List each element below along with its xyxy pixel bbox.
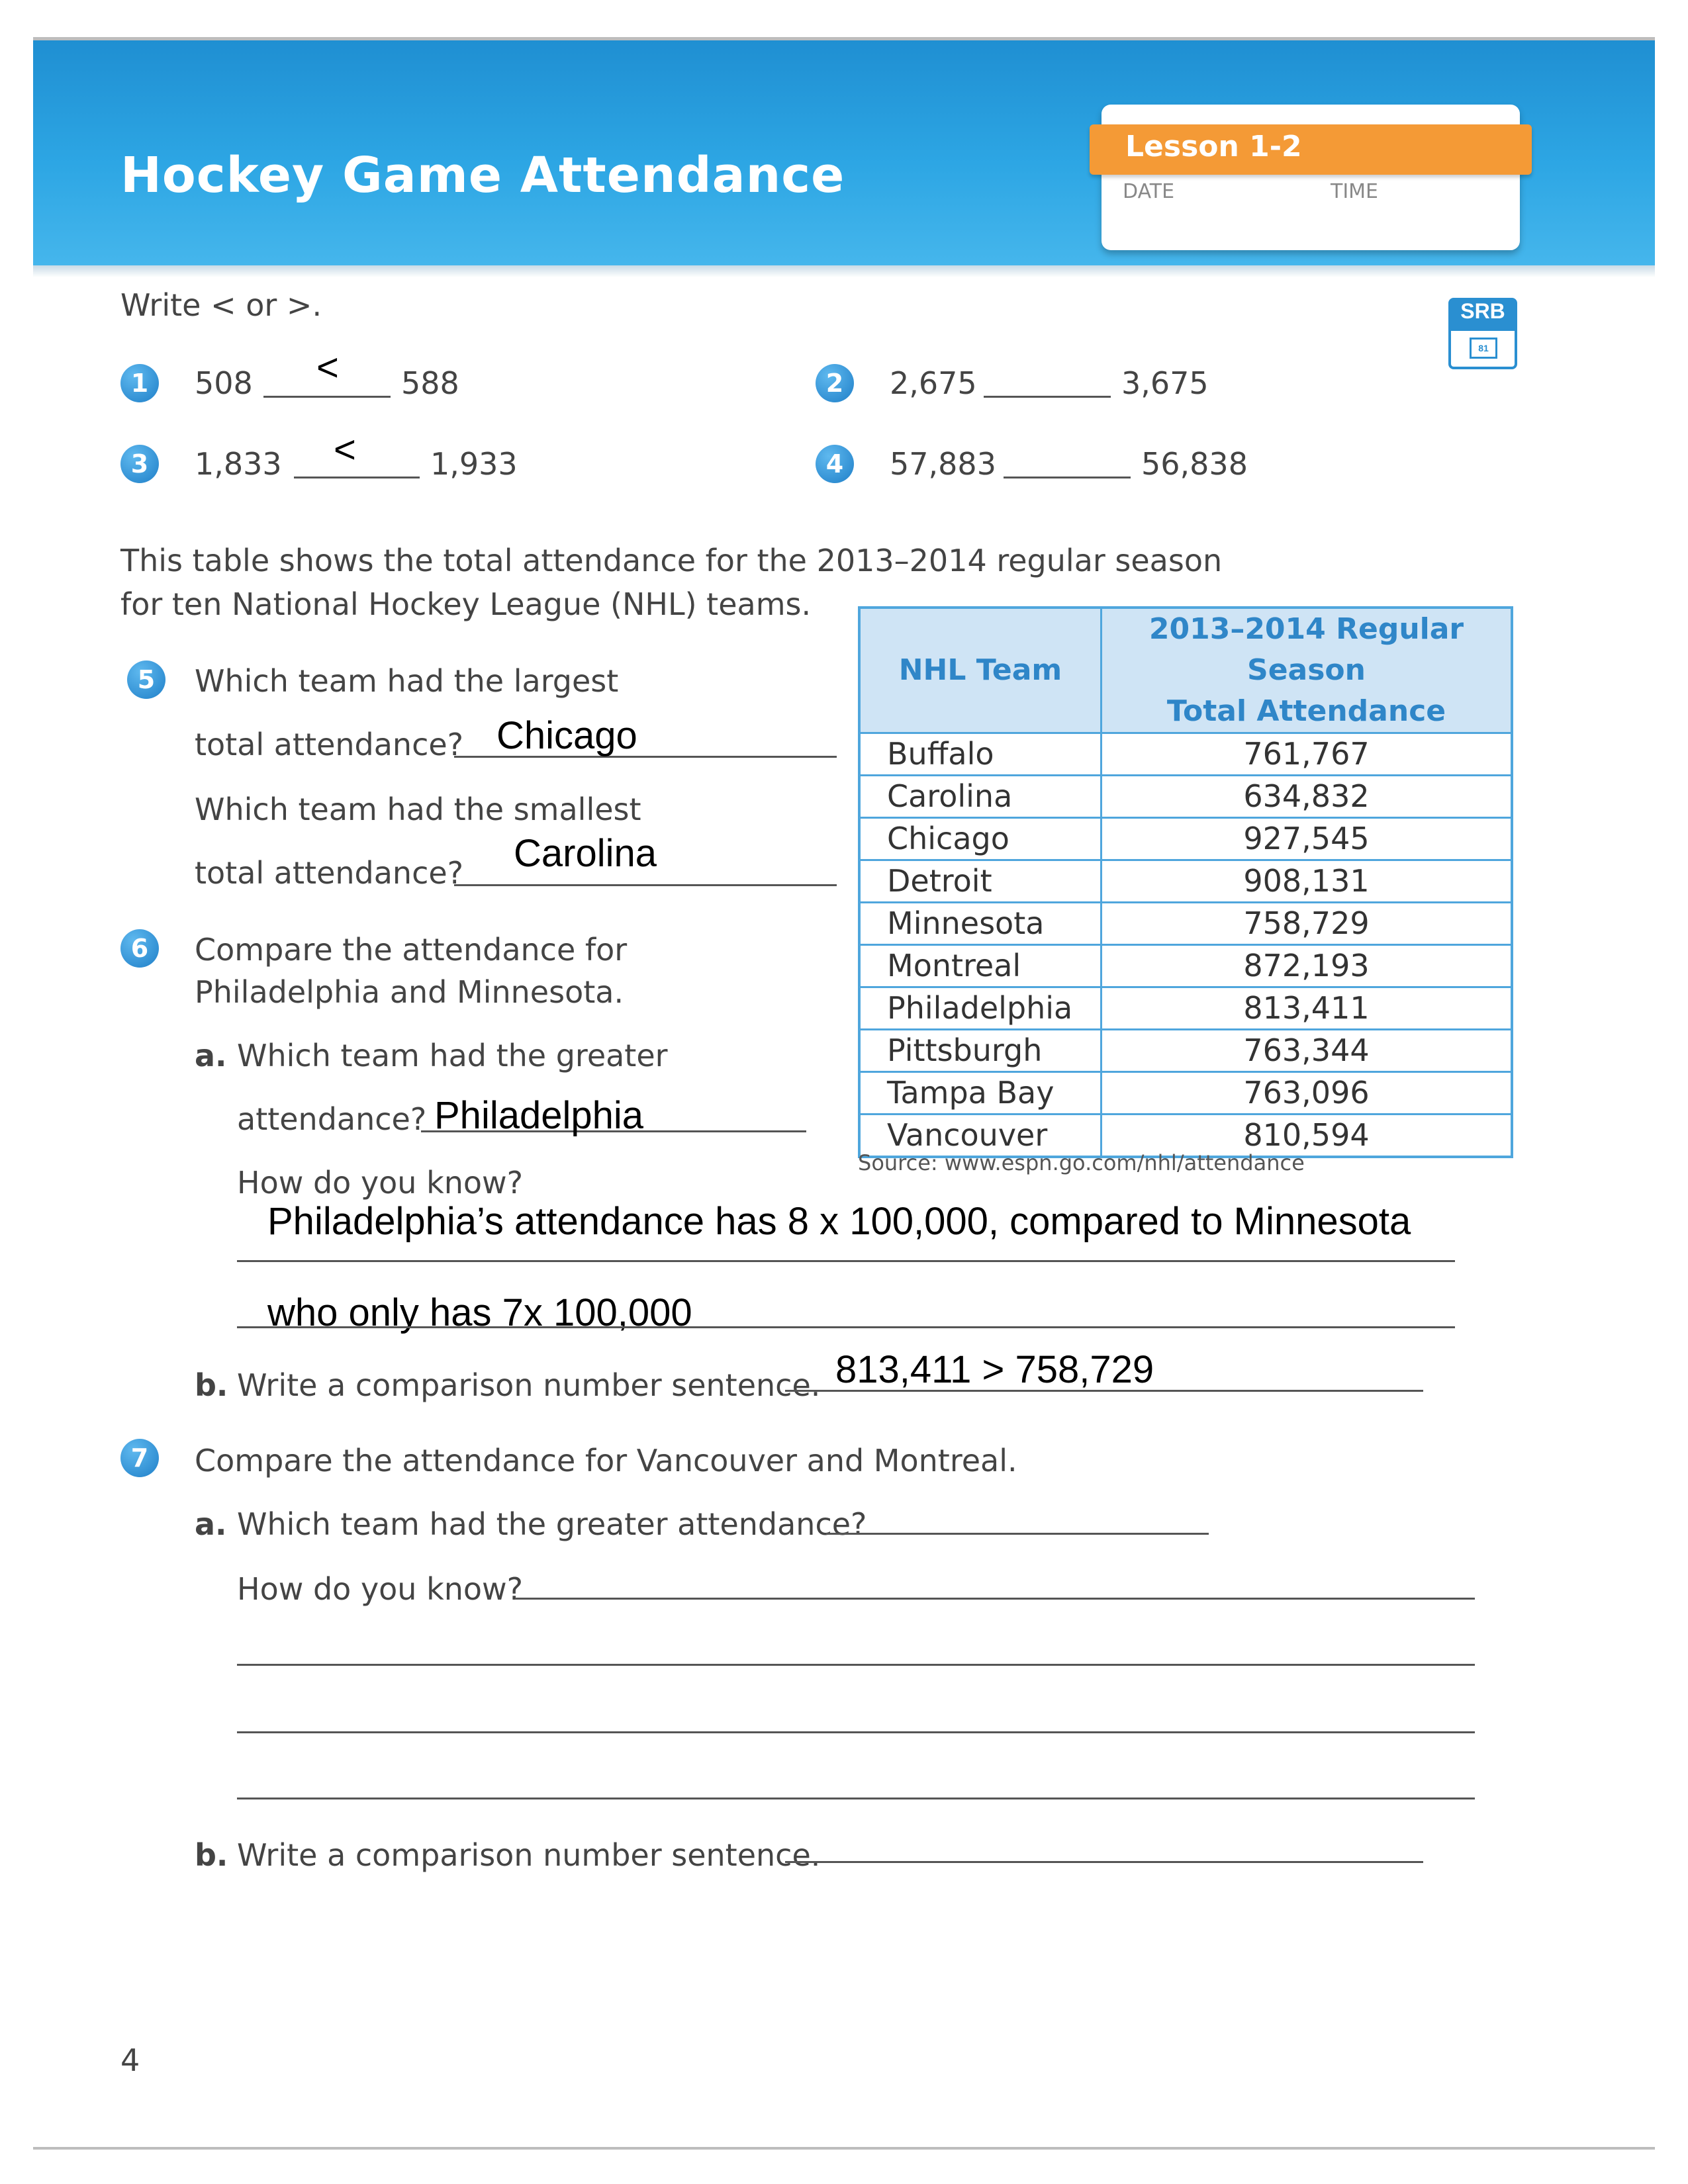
table-source: Source: www.espn.go.com/nhl/attendance bbox=[858, 1150, 1305, 1175]
q7b-text: Write a comparison number sentence. bbox=[237, 1837, 821, 1873]
team-cell: Montreal bbox=[859, 945, 1102, 987]
attendance-cell: 927,545 bbox=[1102, 818, 1513, 860]
problem-1-answer: < bbox=[316, 346, 339, 389]
q5-answer-1: Chicago bbox=[496, 714, 637, 757]
problem-1-right: 588 bbox=[401, 365, 459, 401]
q7a-how-line-1[interactable] bbox=[515, 1598, 1475, 1600]
attendance-cell: 763,096 bbox=[1102, 1072, 1513, 1115]
question-6-number: 6 bbox=[120, 929, 159, 968]
q7b-label: b. bbox=[195, 1837, 228, 1873]
attendance-cell: 634,832 bbox=[1102, 776, 1513, 818]
question-5-number: 5 bbox=[127, 660, 165, 699]
problem-1-number: 1 bbox=[120, 364, 159, 402]
q7b-answer-line[interactable] bbox=[785, 1861, 1423, 1863]
table-intro-line-2: for ten National Hockey League (NHL) teams. bbox=[120, 586, 812, 622]
q6a-label: a. bbox=[195, 1038, 227, 1073]
header-attendance bbox=[1102, 608, 1513, 733]
table-row bbox=[859, 945, 1512, 987]
attendance-cell: 908,131 bbox=[1102, 860, 1513, 903]
attendance-cell: 810,594 bbox=[1102, 1115, 1513, 1158]
banner-shadow bbox=[33, 265, 1655, 277]
q6a-line-2: attendance? bbox=[237, 1101, 427, 1137]
attendance-table bbox=[858, 606, 1513, 1158]
table-row bbox=[859, 1072, 1512, 1115]
q7a-how-line-2[interactable] bbox=[237, 1664, 1475, 1666]
q7a-label: a. bbox=[195, 1506, 227, 1542]
q5-answer-2: Carolina bbox=[514, 832, 657, 875]
problem-3-blank[interactable] bbox=[294, 477, 420, 478]
q6b-label: b. bbox=[195, 1367, 228, 1403]
problem-3-number: 3 bbox=[120, 445, 159, 483]
q6b-answer: 813,411 > 758,729 bbox=[835, 1348, 1154, 1391]
srb-label: SRB bbox=[1460, 299, 1505, 323]
q6-line-1: Compare the attendance for bbox=[195, 932, 628, 968]
header-attendance-line-2: Total Attendance bbox=[1166, 694, 1446, 728]
table-row bbox=[859, 818, 1512, 860]
q7-line-1: Compare the attendance for Vancouver and Montreal. bbox=[195, 1443, 1017, 1479]
q6a-answer: Philadelphia bbox=[434, 1094, 644, 1137]
lesson-label: Lesson 1-2 bbox=[1125, 130, 1302, 163]
q6b-text: Write a comparison number sentence. bbox=[237, 1367, 821, 1403]
q7a-how-line-3[interactable] bbox=[237, 1731, 1475, 1733]
srb-page: 81 bbox=[1470, 338, 1497, 359]
problem-4-right: 56,838 bbox=[1141, 446, 1248, 482]
team-cell: Philadelphia bbox=[859, 987, 1102, 1030]
table-row bbox=[859, 776, 1512, 818]
table-row bbox=[859, 1030, 1512, 1072]
q6a-how-answer-2: who only has 7x 100,000 bbox=[267, 1291, 692, 1334]
team-cell: Detroit bbox=[859, 860, 1102, 903]
time-label: TIME bbox=[1331, 180, 1379, 203]
attendance-cell: 763,344 bbox=[1102, 1030, 1513, 1072]
table-header-row bbox=[859, 608, 1512, 733]
q5-question-2-line-2: total attendance? bbox=[195, 855, 464, 891]
instruction: Write < or >. bbox=[120, 287, 322, 323]
q5-question-2-line-1: Which team had the smallest bbox=[195, 792, 641, 827]
page-title: Hockey Game Attendance bbox=[120, 147, 845, 204]
attendance-cell: 872,193 bbox=[1102, 945, 1513, 987]
problem-4-blank[interactable] bbox=[1004, 477, 1131, 478]
team-cell: Buffalo bbox=[859, 733, 1102, 776]
problem-2-right: 3,675 bbox=[1121, 365, 1209, 401]
q6a-line-1: Which team had the greater bbox=[237, 1038, 668, 1073]
q6a-how-line-1[interactable] bbox=[237, 1260, 1455, 1262]
problem-2-left: 2,675 bbox=[890, 365, 977, 401]
q5-answer-2-line[interactable] bbox=[454, 884, 837, 886]
team-cell: Carolina bbox=[859, 776, 1102, 818]
table-intro-line-1: This table shows the total attendance for the 2013–2014 regular season bbox=[120, 543, 1223, 578]
q7a-how-line-4[interactable] bbox=[237, 1797, 1475, 1799]
team-cell: Chicago bbox=[859, 818, 1102, 860]
q7a-how-label: How do you know? bbox=[237, 1571, 524, 1607]
header-attendance-line-1: 2013–2014 Regular Season bbox=[1149, 612, 1464, 687]
team-cell: Vancouver bbox=[859, 1115, 1102, 1158]
table-row bbox=[859, 860, 1512, 903]
problem-2-number: 2 bbox=[816, 364, 854, 402]
q6-line-2: Philadelphia and Minnesota. bbox=[195, 974, 624, 1010]
bottom-rule bbox=[33, 2147, 1655, 2150]
attendance-cell: 761,767 bbox=[1102, 733, 1513, 776]
q5-question-1-line-1: Which team had the largest bbox=[195, 663, 619, 699]
q6a-how-label: How do you know? bbox=[237, 1165, 524, 1201]
q6a-how-answer-1: Philadelphia’s attendance has 8 x 100,000, compared to Minnesota bbox=[267, 1200, 1411, 1243]
problem-1-left: 508 bbox=[195, 365, 253, 401]
problem-3-answer: < bbox=[334, 428, 356, 471]
q5-question-1-line-2: total attendance? bbox=[195, 727, 464, 762]
q7a-answer-line[interactable] bbox=[826, 1533, 1209, 1535]
attendance-cell: 813,411 bbox=[1102, 987, 1513, 1030]
problem-3-right: 1,933 bbox=[430, 446, 518, 482]
q7a-text: Which team had the greater attendance? bbox=[237, 1506, 867, 1542]
problem-3-left: 1,833 bbox=[195, 446, 282, 482]
team-cell: Minnesota bbox=[859, 903, 1102, 945]
page-number: 4 bbox=[120, 2042, 140, 2078]
attendance-cell: 758,729 bbox=[1102, 903, 1513, 945]
table-row bbox=[859, 987, 1512, 1030]
problem-4-number: 4 bbox=[816, 445, 854, 483]
problem-1-blank[interactable] bbox=[263, 396, 391, 398]
date-label: DATE bbox=[1123, 180, 1175, 203]
team-cell: Pittsburgh bbox=[859, 1030, 1102, 1072]
problem-2-blank[interactable] bbox=[984, 396, 1111, 398]
problem-4-left: 57,883 bbox=[890, 446, 996, 482]
question-7-number: 7 bbox=[120, 1439, 159, 1477]
team-cell: Tampa Bay bbox=[859, 1072, 1102, 1115]
table-row bbox=[859, 903, 1512, 945]
q6a-how-line-2[interactable] bbox=[237, 1326, 1455, 1328]
header-team: NHL Team bbox=[859, 608, 1102, 733]
table-row bbox=[859, 733, 1512, 776]
